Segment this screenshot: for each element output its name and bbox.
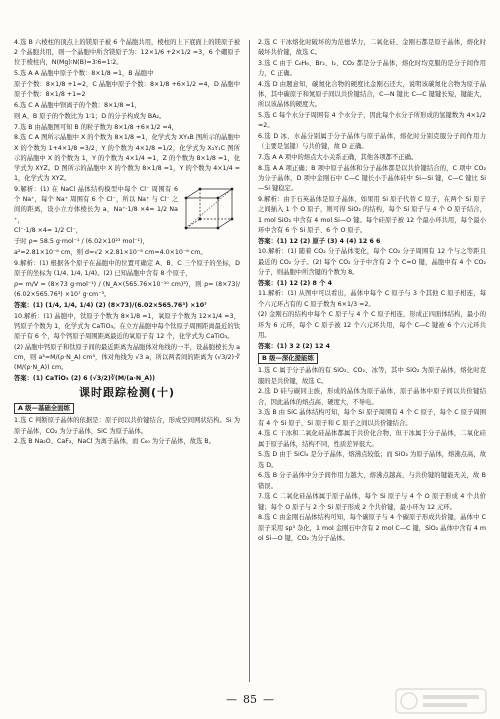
text-paragraph: 3.选 B 由 SiC 晶体结构可知，每个 Si 原子周围有 4 个 C 原子，每个 C 原子周围有 4 个 Si 原子，Si 原子和 C 原子之间以共价键结合。 [258,409,486,427]
text-paragraph: 9.解析：(1) 根据各个原子在晶胞中的位置可确定 A、B、C 三个原子的坐标，D 原子的坐标为 (1/4, 1/4, 1/4)。(2) 已知晶胞中含有 8 个原子， [14,259,240,277]
text-paragraph: a²=2.81×10⁻⁸ cm，则 d=√2 ×2.81×10⁻⁸ cm=4.0×10⁻⁸ cm。 [14,249,207,256]
text-paragraph: 5.选 D 由于 SiCl₄ 是分子晶体，熔沸点较低；而 SiO₂ 为原子晶体，熔沸点高，故选 D。 [258,451,486,469]
text-paragraph: 7.选 B 由晶胞图可知 B 的粒子数为 8×1/8 +6×1/2 =4， [14,123,178,131]
text-paragraph: 8.选 C 由金刚石晶体结构可知，每个碳原子与 4 个碳原子形成共价键，晶体中 C 原子采用 sp³ 杂化，1 mol 金刚石中含有 2 mol C—C 键，SiO₂ 晶体中含有 4 mol Si—O 键，CO₂ 为分子晶体。 [258,514,486,542]
right-block-3 [258,366,486,544]
text-paragraph: 11.解析：(1) 从图中可以看出，晶体中每个 C 原子与 3 个其他 C 原子相连，每个六元环占有的 C 原子数为 6×1/3 =2。 [258,290,486,308]
left-top-block [14,38,240,184]
level-a-label: A 级—基础全面练 [14,403,74,414]
right-column [258,38,486,545]
column-divider [249,40,250,682]
text-paragraph: 答案：(1) 12 (2) 8 个 4 [258,279,332,287]
text-paragraph: 4.选 D 由题意知，碳氮化合物的硬度比金刚石还大，说明该碳氮化合物为原子晶体，其中碳原子和氮原子间以共价键结合，C—N 键比 C—C 键键长短，键能大，所以该晶体的硬度大。 [258,81,486,109]
text-paragraph: 6.选 C A 晶胞中钡离子的个数：8×1/8 =1， [14,102,141,109]
text-paragraph: 4.选 B 六棱柱的顶点上的镁原子被 6 个晶胞共用，棱柱的上下底面上的镁原子被 2 个晶胞共用，则一个晶胞中所含镁原子为：12×1/6 +2×1/2 =3，6 个硼原子位于棱柱内，N(Mg)∶N(B)=3∶6=1∶2。 [14,39,240,67]
text-paragraph: 9.解析：(1) 在 NaCl 晶体结构模型中每个 Cl⁻ 周围有 6 个 Na⁺，每个 Na⁺ 周围有 6 个 Cl⁻，所以 Na⁺ 与 Cl⁻ 之间的距离，设小立方体棱长为 a，Na⁺·1/8 ×4= 1/2 Na⁺， [14,186,178,224]
text-paragraph: 6.选 D 冰、水晶分别属于分子晶体与原子晶体，熔化时分别克服分子间作用力（主要是氢键）与共价键，故 D 正确。 [258,133,486,151]
text-paragraph: 2.选 B Na₂O、CaF₂、NaCl 为离子晶体，而 C₆₀ 为分子晶体，故选 B。 [14,438,215,446]
left-mid-block [14,259,240,384]
watermark-stamp [395,688,487,714]
text-paragraph: 2.选 D 硅与碳同主族，形成的晶体为原子晶体，原子晶体中原子间以共价键结合，因此晶体的熔点高、硬度大，不导电。 [258,388,486,406]
text-paragraph: 6.选 B 分子晶体中分子间作用力越大，熔沸点越高，与共价键的键能无关，故 B 错误。 [258,472,486,490]
text-paragraph: 答案：(1) CaTiO₃ (2) 6 (√3/2)∛(M/(a·N_A)) [14,375,155,382]
text-paragraph: 答案：(1) (1/4, 1/4, 1/4) (2) (8×73)/(6.02×565.76³) ×10⁷ [14,301,207,309]
text-paragraph: (2) 金刚石的结构中每个 C 原子与 4 个 C 原子相连，形成正四面体结构，最小的环为 6 元环，每个 C 原子被 12 个六元环共用，每个 C—C 键被 6 个六元环共用。 [258,311,486,339]
right-block-1 [258,38,486,247]
text-paragraph: 1.选 C 判断原子晶体的依据是：原子间以共价键结合，形成空间网状结构。Si 为原子晶体，CO₂ 为分子晶体，SiC 为原子晶体。 [14,417,240,435]
text-paragraph: 10.解析：(1) 随着 CO₂ 分子晶体变化，每个 CO₂ 分子周围有 12 个与之等距且最近的 CO₂ 分子。(2) 每个 CO₂ 分子中含有 2 个 C=O 键，晶胞中有 4 个 CO₂ 分子，则晶胞中所含键的个数为 8。 [258,248,486,276]
text-paragraph: 3.选 C 由于 C₆H₆、Br₂、I₂、CO₂ 都是分子晶体，熔化时均克服的是分子间作用力，C 正确。 [258,60,486,78]
left-bottom-block [14,416,240,447]
right-block-2 [258,247,486,351]
text-paragraph: 答案：(1) 3 2 (2) 12 4 [258,342,331,350]
text-paragraph: 8.选 C A 图所示晶胞中 X 的个数为 8×1/8 =1，化学式为 XY₃B 图所示的晶胞中 X 的个数为 1+4×1/8 =3/2，Y 的个数为 4×1/8 =1/2，化学式为 X₃Y₁C 图所示的晶胞中 X 的个数为 1，Y 的个数为 4×1/4 =1，Z 的个数为 8×1/8 =1，化学式为 XYZ。D 图所示的晶胞中 X 的个数为 8×1/8 =1，Y 的个数为 4×1/4 =1，化学式为 XYZ。 [14,134,240,183]
level-b-label: B 级—深化提能练 [258,353,318,364]
text-paragraph: 2.选 C 干冰熔化时破坏的为范德华力，二氧化硅、金刚石都是原子晶体，熔化时破坏共价键，故选 C。 [258,39,486,57]
section-title: 课时跟踪检测(十) [78,386,176,400]
text-paragraph: 4.选 C 干冰和二氧化硅晶体都属于共价化合物，但干冰属于分子晶体，二氧化硅属于原子晶体，结构不同，性质差异很大。 [258,430,486,448]
text-paragraph: 1.选 C 属于分子晶体的有 SiO₂、CO₂、冰等，其中 SiO₂ 为原子晶体，熔化时克服的是共价键，故选 C。 [258,367,486,385]
page-number: — 85 — [226,693,274,706]
text-paragraph: (2) 晶胞中钙原子和钛原子间的最近距离为晶胞体对角线的一半，设晶胞棱长为 a cm，则 a³=M/(ρ·N_A) cm³，体对角线为 √3 a，所以两者间的距离为 (√3/2)·∛(M/(ρ·N_A)) cm。 [14,343,240,372]
page-number-text: 85 [243,693,257,706]
text-paragraph: Cl⁻·1/8 ×4= 1/2 Cl⁻， [14,227,83,235]
text-paragraph: 5.选 A A 晶胞中原子个数：8×1/8 =1，B 晶胞中 [14,70,154,78]
text-paragraph: 10.解析：(1) 晶胞中，钛原子个数为 8×1/8 =1，氧原子个数为 12×1/4 =3，钙原子个数为 1，化学式为 CaTiO₃。在立方晶胞中每个钛原子周围距离最近的钛原子有 6 个，每个钙原子周围距离最近的氧原子有 12 个，化学式为 CaTiO₃。 [14,312,240,340]
text-paragraph: 答案：(1) 12 (2) 原子 (3) 4 (4) 12 6 6 [258,237,381,245]
text-paragraph: 7.选 C 二氧化硅晶体属于原子晶体，每个 Si 原子与 4 个 O 原子形成 4 个共价键；每个 O 原子与 2 个 Si 原子形成 2 个共价键，最小环为 12 元环。 [258,493,486,511]
text-paragraph: 子时 ρ= 58.5 g·mol⁻¹ / (6.02×10²³ mol⁻¹)， [14,238,149,246]
text-paragraph: 则 A、B 原子的个数比为 1∶1；D 的分子构成为 BA₂。 [14,112,166,120]
text-paragraph: 原子个数：8×1/8 +1=2，C 晶胞中原子个数：8×1/8 +6×1/2 =4，D 晶胞中原子个数：8×1/8 +1=2 [14,81,240,99]
left-column [14,38,240,448]
text-paragraph: 8.选 A A 项正确；B 项中原子晶体和分子晶体都是以共价键结合的，C 项中 CO₂ 为分子晶体，D 项中金刚石中 C—C 键长小于晶体硅中 Si—Si 键，C—C 键比 Si—Si 键稳定。 [258,165,486,193]
nacl-cube-diagram [182,186,240,232]
text-paragraph: 9.解析：由于石英晶体是原子晶体，如果用 Si 原子代替 C 原子，在两个 Si 原子之间插入 1 个 O 原子，则可得 SiO₂ 的结构，每个 Si 原子与 4 个 O 原子结合，1 mol SiO₂ 中含有 4 mol Si—O 键。每个硅原子被 12 个最小环共用，每个最小环中含有 6 个 Si 原子、6 个 O 原子。 [258,196,486,234]
text-paragraph: ρ= m/V = (8×73 g·mol⁻¹) / (N_A×(565.76×10⁻¹⁰ cm)³)，则 ρ= (8×73)/(6.02×565.76³) ×10⁷ g·cm⁻³。 [14,280,240,298]
text-paragraph: 7.选 A A 项中的熔点大小关系正确，其他各项都不正确。 [258,154,418,162]
text-paragraph: 5.选 C 每个水分子周围有 4 个水分子，因此每个水分子所形成的氢键数为 4×1/2 =2。 [258,112,486,130]
